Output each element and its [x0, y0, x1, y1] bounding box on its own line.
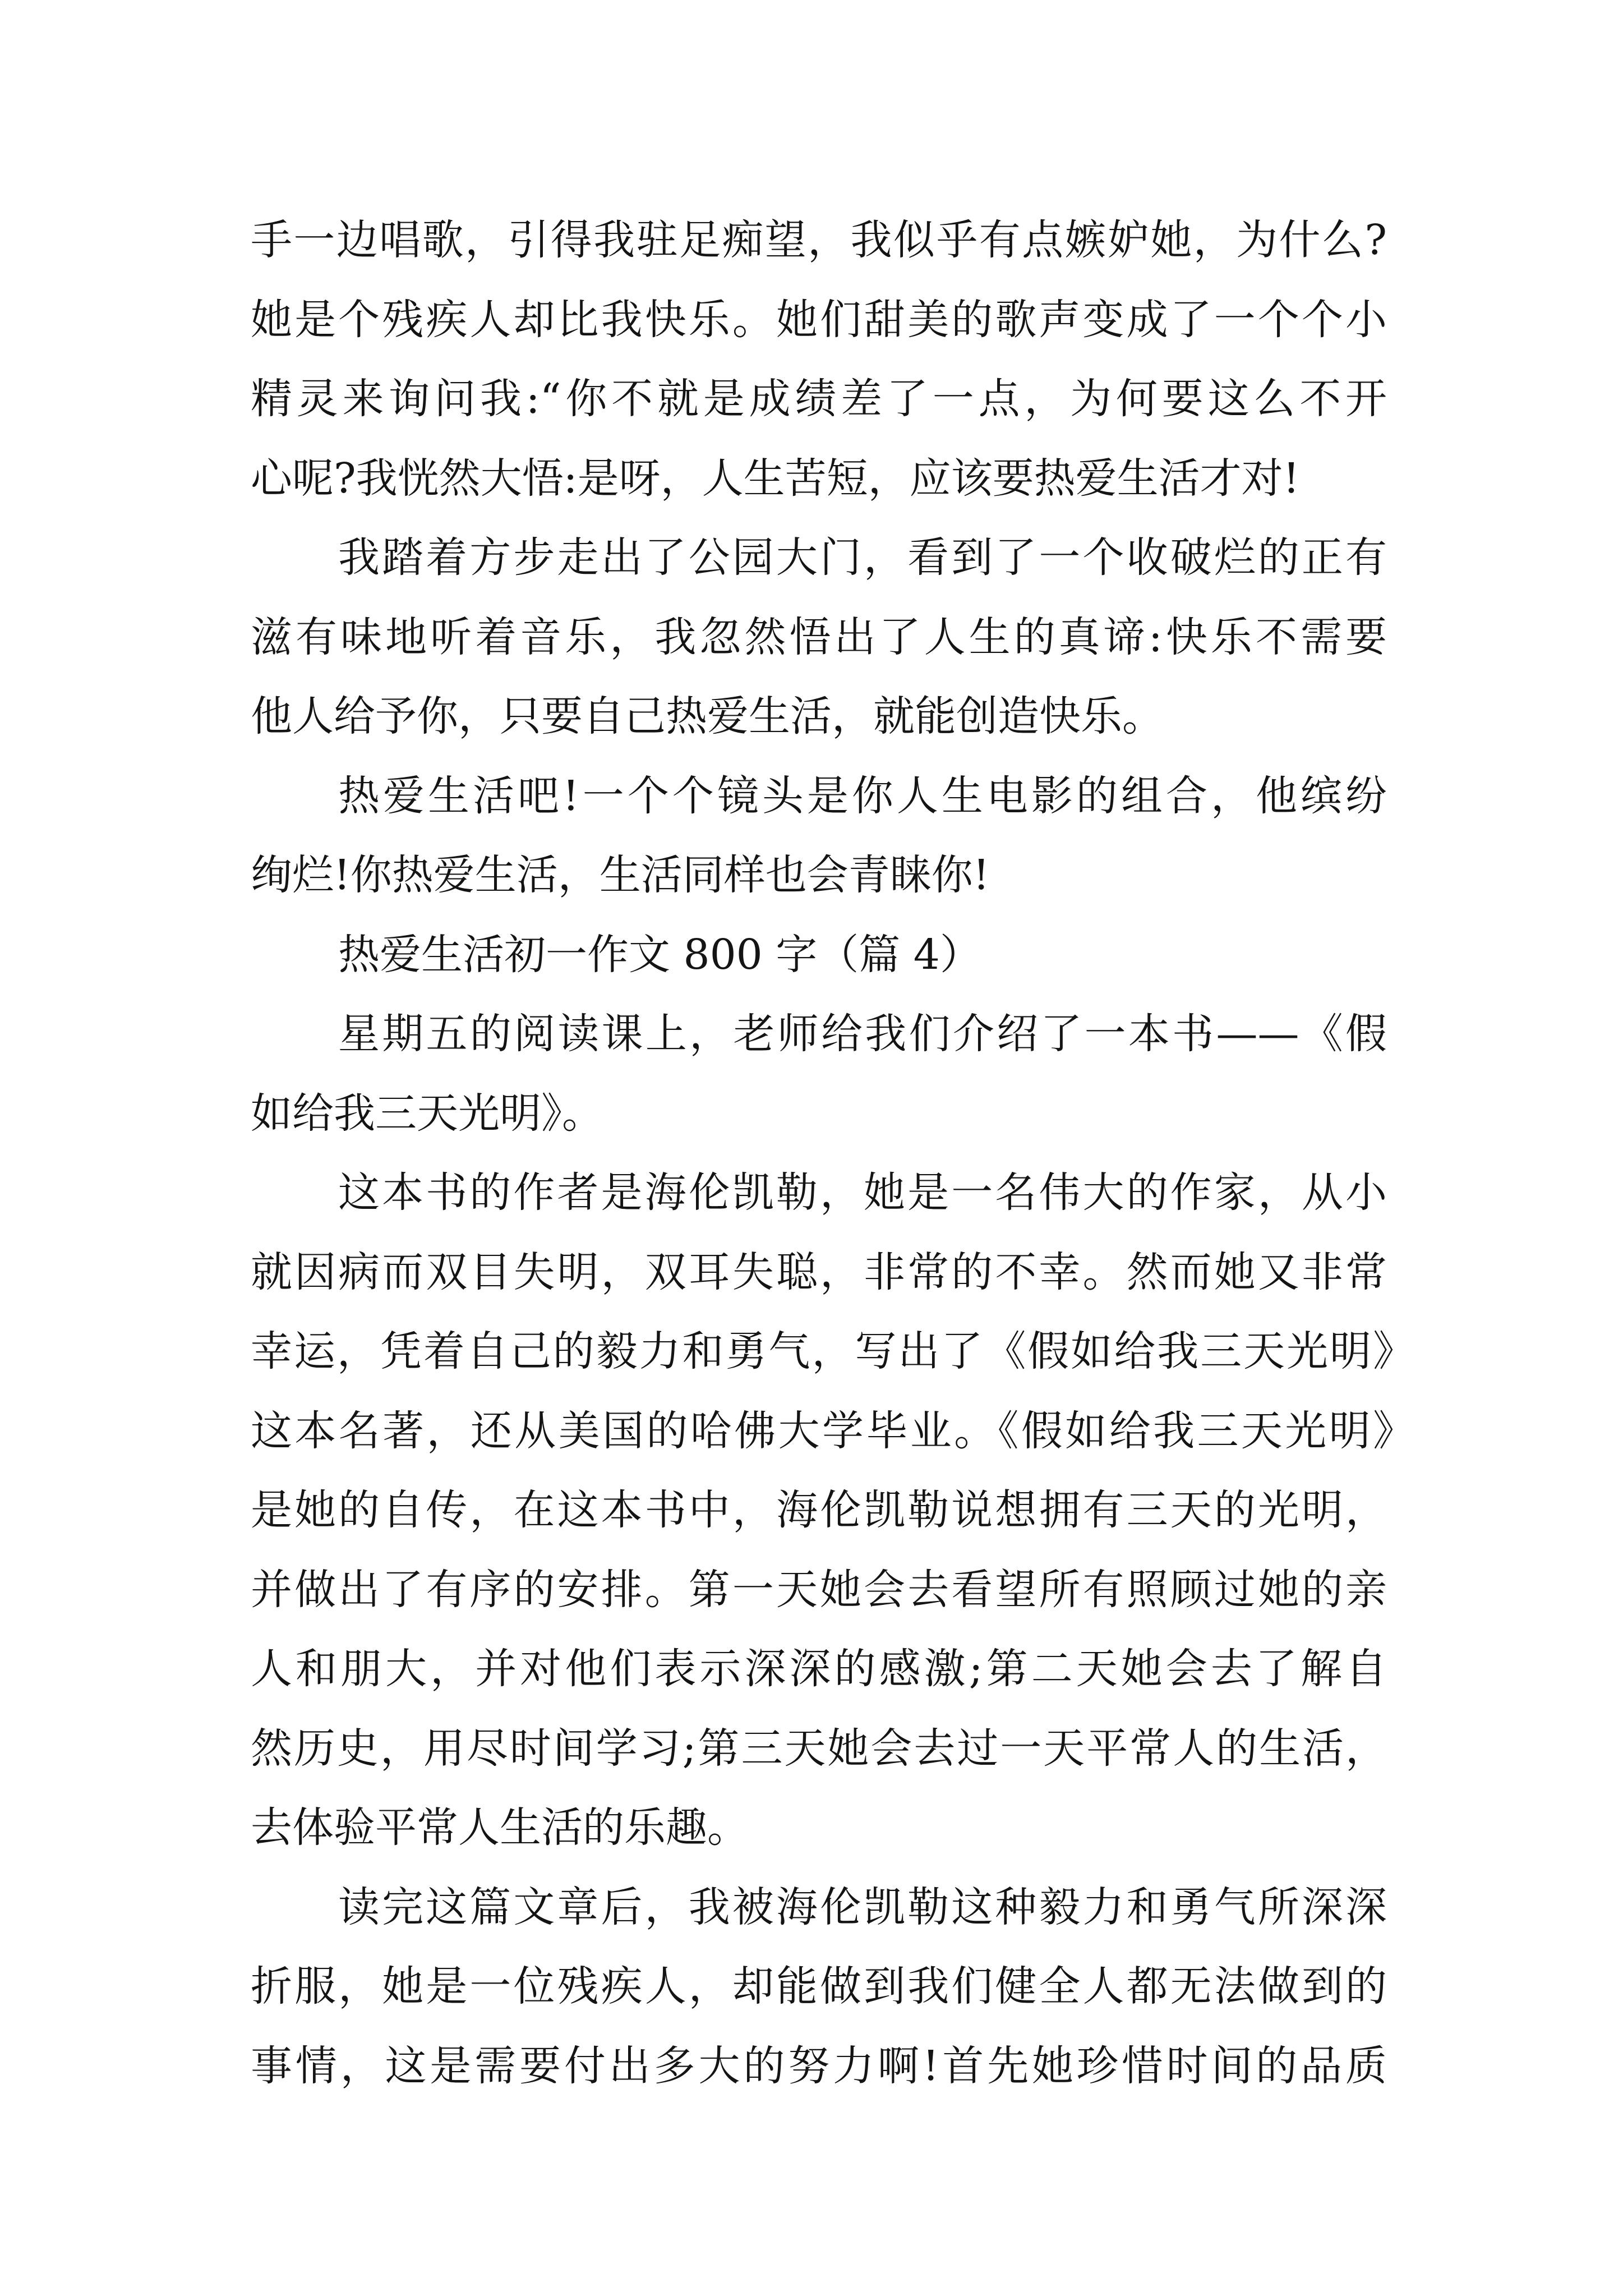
text-line: 如给我三天光明》。 — [251, 1089, 603, 1138]
text-line: 读完这篇文章后，我被海伦凯勒这种毅力和勇气所深深 — [338, 1883, 1387, 1931]
text-line: 这本书的作者是海伦凯勒，她是一名伟大的作家，从小 — [338, 1168, 1387, 1217]
text-line: 人和朋大，并对他们表示深深的感激;第二天她会去了解自 — [251, 1645, 1387, 1693]
text-line: 并做出了有序的安排。第一天她会去看望所有照顾过她的亲 — [251, 1565, 1387, 1614]
text-line: 星期五的阅读课上，老师给我们介绍了一本书——《假 — [338, 1010, 1387, 1058]
text-line: 然历史，用尽时间学习;第三天她会去过一天平常人的生活， — [251, 1724, 1387, 1773]
section-heading: 热爱生活初一作文 800 字（篇 4） — [338, 930, 981, 979]
text-line: 是她的自传，在这本书中，海伦凯勒说想拥有三天的光明， — [251, 1486, 1387, 1534]
text-line: 绚烂!你热爱生活，生活同样也会青睐你! — [251, 851, 990, 899]
text-line: 幸运，凭着自己的毅力和勇气，写出了《假如给我三天光明》 — [251, 1327, 1414, 1375]
text-line: 热爱生活吧!一个个镜头是你人生电影的组合，他缤纷 — [338, 771, 1387, 820]
text-line: 折服，她是一位残疾人，却能做到我们健全人都无法做到的 — [251, 1962, 1387, 2010]
text-line: 就因病而双目失明，双耳失聪，非常的不幸。然而她又非常 — [251, 1248, 1387, 1296]
text-line: 她是个残疾人却比我快乐。她们甜美的歌声变成了一个个小 — [251, 295, 1387, 344]
text-line: 事情，这是需要付出多大的努力啊!首先她珍惜时间的品质 — [251, 2041, 1387, 2090]
text-line: 手一边唱歌，引得我驻足痴望，我似乎有点嫉妒她，为什么? — [251, 216, 1387, 264]
text-line: 精灵来询问我:“你不就是成绩差了一点，为何要这么不开 — [251, 375, 1387, 423]
text-line: 我踏着方步走出了公园大门，看到了一个收破烂的正有 — [338, 533, 1387, 582]
body-text — [251, 201, 1428, 2106]
text-line: 滋有味地听着音乐，我忽然悟出了人生的真谛:快乐不需要 — [251, 613, 1387, 661]
text-line: 这本名著，还从美国的哈佛大学毕业。《假如给我三天光明》 — [251, 1406, 1414, 1455]
text-line: 他人给予你，只要自己热爱生活，就能创造快乐。 — [251, 692, 1164, 740]
text-line: 心呢?我恍然大悟:是呀，人生苦短，应该要热爱生活才对! — [251, 454, 1300, 503]
text-line: 去体验平常人生活的乐趣。 — [251, 1803, 749, 1852]
